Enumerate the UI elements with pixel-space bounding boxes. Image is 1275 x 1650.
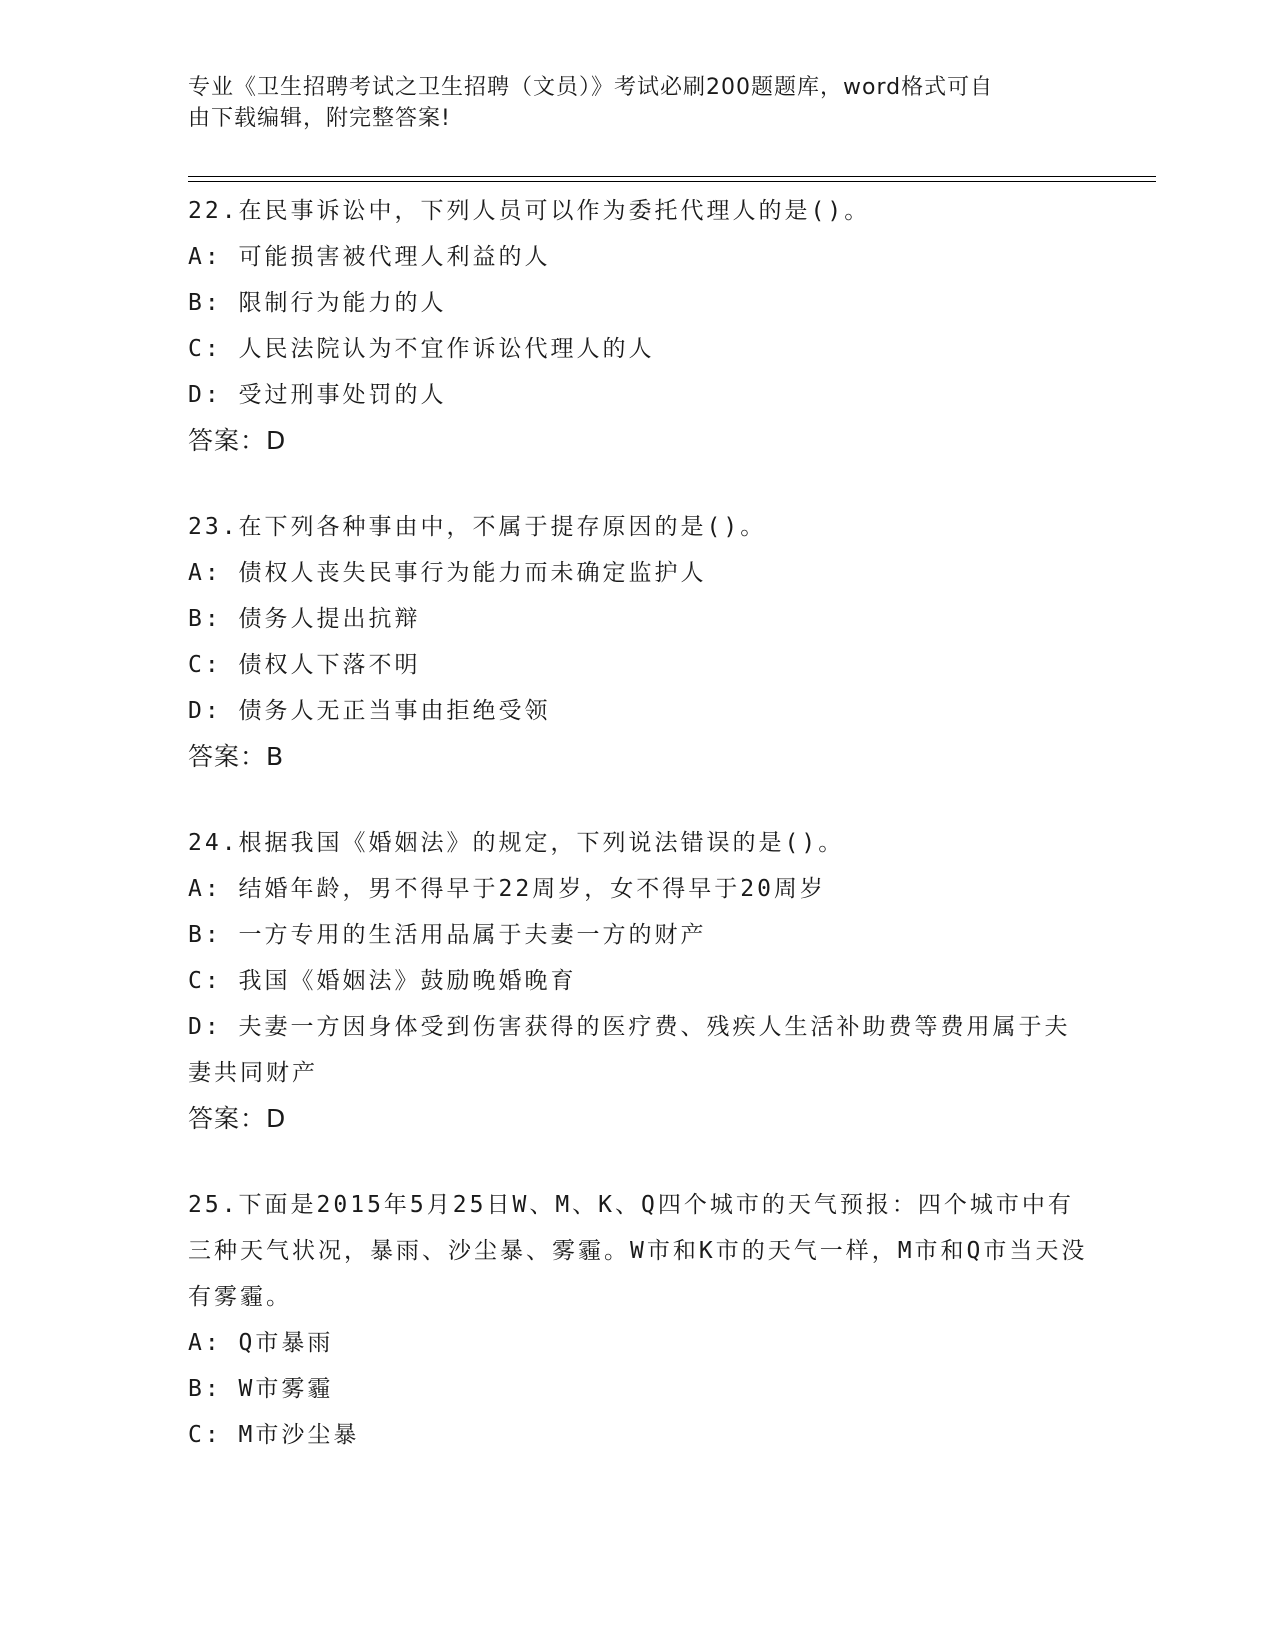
option-d: D: 受过刑事处罚的人 <box>188 382 447 408</box>
option-b: B: 一方专用的生活用品属于夫妻一方的财产 <box>188 922 707 948</box>
header-divider-top <box>188 176 1156 177</box>
answer: 答案：B <box>188 742 285 771</box>
question-stem: 25.下面是2015年5月25日W、M、K、Q四个城市的天气预报：四个城市中有三种天气状况，暴雨、沙尘暴、雾霾。W市和K市的天气一样，M市和Q市当天没有雾霾。 <box>188 1192 1088 1310</box>
question-25 <box>188 1182 1088 1458</box>
option-b: B: 限制行为能力的人 <box>188 290 447 316</box>
option-a: A: 可能损害被代理人利益的人 <box>188 244 551 270</box>
header-line-1: 专业《卫生招聘考试之卫生招聘（文员）》考试必刷200题题库，word格式可自 <box>188 75 994 100</box>
question-list <box>188 188 1088 1498</box>
option-d: D: 夫妻一方因身体受到伤害获得的医疗费、残疾人生活补助费等费用属于夫妻共同财产 <box>188 1014 1071 1086</box>
question-23 <box>188 504 1088 780</box>
question-stem: 24.根据我国《婚姻法》的规定，下列说法错误的是()。 <box>188 830 845 856</box>
question-24 <box>188 820 1088 1142</box>
option-d: D: 债务人无正当事由拒绝受领 <box>188 698 551 724</box>
option-c: C: M市沙尘暴 <box>188 1422 360 1448</box>
option-a: A: 结婚年龄，男不得早于22周岁，女不得早于20周岁 <box>188 876 826 902</box>
option-a: A: 债权人丧失民事行为能力而未确定监护人 <box>188 560 707 586</box>
option-c: C: 债权人下落不明 <box>188 652 421 678</box>
option-c: C: 我国《婚姻法》鼓励晚婚晚育 <box>188 968 577 994</box>
document-header <box>188 72 1068 134</box>
question-stem: 23.在下列各种事由中，不属于提存原因的是()。 <box>188 514 767 540</box>
answer: 答案：D <box>188 426 287 455</box>
answer: 答案：D <box>188 1104 287 1133</box>
header-divider-bottom <box>188 181 1156 182</box>
question-stem: 22.在民事诉讼中，下列人员可以作为委托代理人的是()。 <box>188 198 871 224</box>
option-b: B: W市雾霾 <box>188 1376 334 1402</box>
option-b: B: 债务人提出抗辩 <box>188 606 421 632</box>
option-c: C: 人民法院认为不宜作诉讼代理人的人 <box>188 336 655 362</box>
header-line-2: 由下载编辑，附完整答案! <box>188 106 451 131</box>
question-22 <box>188 188 1088 464</box>
option-a: A: Q市暴雨 <box>188 1330 334 1356</box>
